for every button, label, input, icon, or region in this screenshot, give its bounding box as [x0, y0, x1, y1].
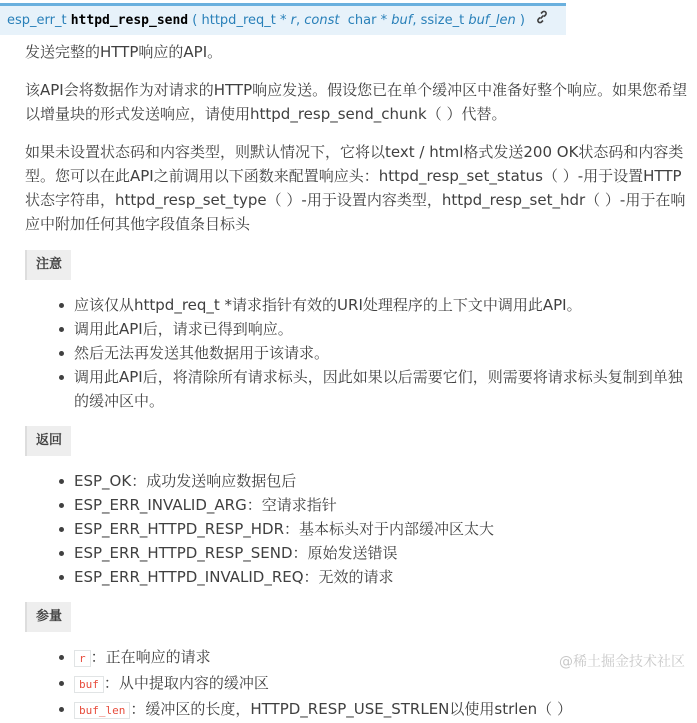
- param-code: buf: [74, 676, 104, 693]
- param-code: r: [74, 650, 91, 667]
- note-text: 然后无法再发送其他数据用于该请求。: [74, 344, 330, 362]
- return-text: ESP_ERR_HTTPD_INVALID_REQ：无效的请求: [74, 568, 394, 586]
- param-name-buf-len: buf_len: [468, 13, 516, 28]
- note-list: [25, 293, 693, 413]
- link-icon[interactable]: [535, 6, 549, 35]
- returns-section: [25, 426, 693, 589]
- param-desc: ：正在响应的请求: [90, 648, 211, 666]
- bullet-icon: [59, 479, 64, 484]
- bullet-icon: [59, 681, 64, 686]
- bullet-icon: [59, 575, 64, 580]
- close-paren: ): [519, 13, 525, 28]
- note-heading: 注意: [25, 250, 71, 280]
- list-item: [25, 365, 693, 413]
- returns-heading: 返回: [25, 426, 71, 456]
- comma: ,: [295, 13, 301, 28]
- return-text: ESP_ERR_INVALID_ARG：空请求指针: [74, 496, 337, 514]
- bullet-icon: [59, 375, 64, 380]
- param-desc: ：从中提取内容的缓冲区: [103, 674, 269, 692]
- list-item: [25, 293, 693, 317]
- param-desc: ：缓冲区的长度，HTTPD_RESP_USE_STRLEN以使用strlen（ ）: [130, 700, 572, 718]
- note-text: 应该仅从httpd_req_t *请求指针有效的URI处理程序的上下文中调用此API。: [74, 296, 582, 314]
- return-type[interactable]: esp_err_t: [7, 13, 67, 28]
- list-item: [25, 517, 693, 541]
- list-item: [25, 317, 693, 341]
- note-section: [25, 250, 693, 413]
- param-code: buf_len: [74, 702, 130, 719]
- returns-list: [25, 469, 693, 589]
- list-item: [25, 565, 693, 589]
- bullet-icon: [59, 327, 64, 332]
- defaults-paragraph: 如果未设置状态码和内容类型，则默认情况下，它将以text / html格式发送200 OK状态码和内容类型。您可以在此API之前调用以下函数来配置响应头：httpd_resp_set_status（ ）-用于设置HTTP状态字符串，httpd_resp_set_type（ ）-用于设置内容类型，httpd_resp_set_hdr（ ）-用于在响应中附加任何其他字段值条目标头: [25, 143, 686, 233]
- summary-paragraph: 发送完整的HTTP响应的API。: [25, 43, 223, 61]
- param-type-ssize: ssize_t: [420, 13, 465, 28]
- comma: ,: [412, 13, 417, 28]
- params-heading: 参量: [25, 602, 71, 632]
- return-text: ESP_ERR_HTTPD_RESP_SEND：原始发送错误: [74, 544, 398, 562]
- function-signature: [0, 3, 566, 35]
- const-keyword: const: [304, 13, 340, 28]
- list-item: [25, 493, 693, 517]
- description-paragraph: 该API会将数据作为对请求的HTTP响应发送。假设您已在单个缓冲区中准备好整个响应。如果您希望以增量块的形式发送响应，请使用httpd_resp_send_chunk（ ）代替。: [25, 81, 688, 123]
- list-item: [25, 469, 693, 493]
- bullet-icon: [59, 527, 64, 532]
- param-name-buf: buf: [391, 13, 413, 28]
- bullet-icon: [59, 551, 64, 556]
- param-type-req[interactable]: httpd_req_t: [201, 13, 276, 28]
- bullet-icon: [59, 655, 64, 660]
- watermark: @稀土掘金技术社区: [559, 654, 685, 670]
- pointer-mark: *: [380, 13, 388, 28]
- bullet-icon: [59, 351, 64, 356]
- bullet-icon: [59, 303, 64, 308]
- open-paren: (: [192, 13, 198, 28]
- list-item: [25, 697, 693, 723]
- note-text: 调用此API后，将清除所有请求标头，因此如果以后需要它们，则需要将请求标头复制到单独的缓冲区中。: [74, 368, 683, 410]
- function-description: [25, 40, 693, 723]
- list-item: [25, 541, 693, 565]
- return-text: ESP_ERR_HTTPD_RESP_HDR：基本标头对于内部缓冲区太大: [74, 520, 495, 538]
- return-text: ESP_OK：成功发送响应数据包后: [74, 472, 297, 490]
- bullet-icon: [59, 707, 64, 712]
- list-item: [25, 671, 693, 697]
- bullet-icon: [59, 503, 64, 508]
- param-name-r: r: [290, 13, 296, 28]
- note-text: 调用此API后，请求已得到响应。: [74, 320, 293, 338]
- pointer-mark: *: [279, 13, 287, 28]
- function-name: httpd_resp_send: [70, 13, 189, 28]
- param-type-char: char: [347, 13, 377, 28]
- list-item: [25, 341, 693, 365]
